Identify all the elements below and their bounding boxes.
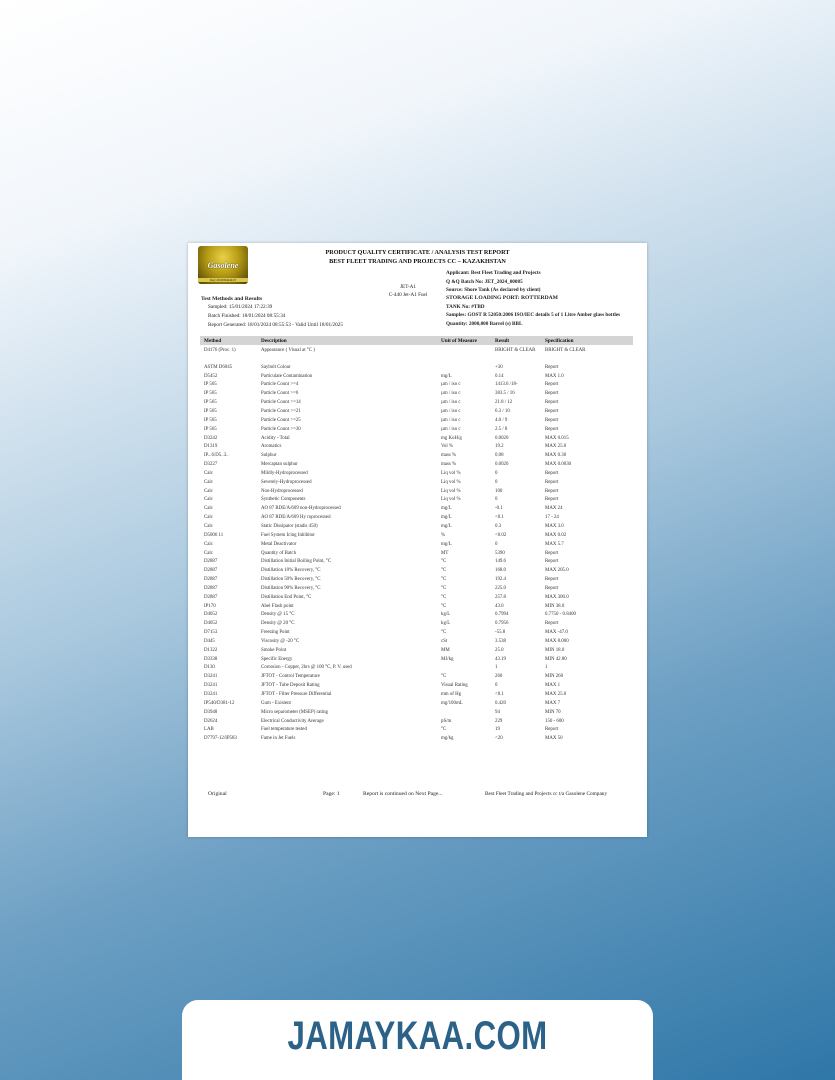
table-row [188, 682, 647, 691]
cell-result: 4.0 / 9 [495, 417, 508, 423]
cell-method: D2887 [204, 585, 218, 591]
cell-description: JFTOT - Tube Deposit Rating [261, 683, 320, 689]
table-row [188, 417, 647, 426]
product-name: C-440 Jet-A1 Fuel [388, 292, 428, 298]
cell-description: JFTOT - Filter Pressure Differential [261, 692, 332, 698]
cell-unit: pS/m [441, 718, 452, 724]
cell-description: Particle Count >=6 [261, 391, 299, 397]
cell-description: Corrosion - Copper, 2hrs @ 100 °C, P. V. used [261, 665, 352, 671]
cell-unit: mg/L [441, 506, 452, 512]
cell-unit: °C [441, 559, 447, 565]
table-row [188, 718, 647, 727]
cell-result: 0.3 [495, 523, 502, 529]
cell-unit: mg/L [441, 515, 452, 521]
cell-description: Appearance ( Visual at °C ) [261, 348, 315, 353]
cell-method: Calc [204, 541, 213, 547]
cell-method: IP170 [204, 603, 216, 609]
section-title: Test Methods and Results [201, 296, 263, 302]
cell-method: IP 565 [204, 400, 217, 406]
cell-unit: °C [441, 585, 447, 591]
cell-unit: µm / iso c [441, 382, 461, 388]
cell-method: D3948 [204, 709, 218, 715]
cell-unit: % [441, 532, 446, 538]
cell-method: Calc [204, 506, 213, 512]
cell-description: Distillation 50% Recovery, °C [261, 577, 321, 583]
cell-method: D3338 [204, 656, 218, 662]
cell-method: Calc [204, 488, 213, 494]
header-result: Result [495, 337, 510, 344]
batch-finished-date: Batch Finished: 18/01/2024 08:55:34 [208, 313, 286, 319]
cell-result: 25.0 [495, 647, 504, 653]
cell-result: 100 [495, 488, 503, 494]
cell-result: 225.0 [495, 585, 507, 591]
cell-result: 0 [495, 541, 498, 547]
table-header [200, 336, 633, 345]
cell-specification: MAX 0.0030 [545, 462, 572, 468]
results-table [188, 347, 647, 744]
banner-text: JAMAYKAA.COM [287, 1014, 548, 1058]
cell-method: IP 565 [204, 382, 217, 388]
cell-specification: Report [545, 497, 559, 503]
table-row [188, 461, 647, 470]
cell-result: 1413.6 /18- [495, 382, 518, 388]
cell-specification: Report [545, 391, 559, 397]
cell-method: IP...6/D5..3.. [204, 453, 229, 459]
certificate-title: PRODUCT QUALITY CERTIFICATE / ANALYSIS TEST REPORT [325, 249, 510, 256]
table-row [188, 558, 647, 567]
cell-result: -0.1 [495, 506, 503, 512]
watermark-banner [182, 1000, 653, 1080]
table-row [188, 514, 647, 523]
table-row [188, 647, 647, 656]
cell-method: D2887 [204, 568, 218, 574]
cell-specification: 150 - 600 [545, 718, 564, 724]
cell-specification: Report [545, 621, 559, 627]
cell-unit: °C [441, 577, 447, 583]
cell-specification: MIN 260 [545, 674, 564, 680]
cell-specification: BRIGHT & CLEAR [545, 348, 586, 353]
cell-specification: Report [545, 585, 559, 591]
cell-result: 0.0020 [495, 462, 509, 468]
table-row [188, 541, 647, 550]
cell-method: D2624 [204, 718, 218, 724]
cell-method: Calc [204, 523, 213, 529]
cell-unit: Vol % [441, 444, 454, 450]
cell-method: Calc [204, 497, 213, 503]
batch-number: Q &Q Batch No: JET_2024_00085 [446, 279, 523, 285]
cell-description: AO 87 RDE/A/609 non-Hydroprocessed [261, 506, 341, 512]
cell-description: Distillation 10% Recovery, °C [261, 568, 321, 574]
cell-result: 0.420 [495, 700, 507, 706]
cell-result: 0 [495, 497, 498, 503]
cell-specification: Report [545, 382, 559, 388]
cell-result: 0.08 [495, 453, 504, 459]
cell-method: D445 [204, 638, 215, 644]
cell-method: D5006 11 [204, 532, 224, 538]
cell-method: D7153 [204, 630, 218, 636]
cell-result: 0.0020 [495, 435, 509, 441]
cell-result: 0.7956 [495, 621, 509, 627]
table-row [188, 603, 647, 612]
certificate-document [188, 243, 647, 837]
certificate-subtitle: BEST FLEET TRADING AND PROJECTS CC – KAZAKHSTAN [329, 258, 506, 265]
table-row [188, 735, 647, 744]
table-row [188, 629, 647, 638]
cell-specification: Report [545, 577, 559, 583]
cell-method: IP 565 [204, 417, 217, 423]
cell-description: Metal Deactivator [261, 541, 297, 547]
cell-description: JFTOT - Control Temperature [261, 674, 320, 680]
cell-specification: MAX 8.000 [545, 638, 569, 644]
footer-continued: Report is continued on Next Page... [363, 791, 443, 797]
cell-result: 260 [495, 674, 503, 680]
cell-description: Smoke Point [261, 647, 287, 653]
table-row [188, 550, 647, 559]
cell-result: 43.19 [495, 656, 507, 662]
cell-description: Gum - Existent [261, 700, 291, 706]
cell-description: Fuel temperature tested [261, 727, 307, 733]
cell-unit: kg/L [441, 612, 451, 618]
cell-description: Particle Count >=21 [261, 409, 301, 415]
cell-description: Density @ 15 °C [261, 612, 295, 618]
cell-specification: MAX 24 [545, 506, 563, 512]
cell-unit: Visual Rating [441, 683, 468, 689]
cell-specification: MAX 50 [545, 736, 563, 742]
cell-specification: Report [545, 479, 559, 485]
cell-unit: Liq vol % [441, 470, 461, 476]
cell-description: Particle Count >=25 [261, 417, 301, 423]
cell-description: Fuel System Icing Inhibitor [261, 532, 315, 538]
cell-description: Particle Count >=30 [261, 426, 301, 432]
cell-result: 94 [495, 709, 500, 715]
cell-specification: MIN 38.0 [545, 603, 565, 609]
cell-method: IP 565 [204, 409, 217, 415]
table-row [188, 585, 647, 594]
cell-description: Acidity - Total [261, 435, 290, 441]
cell-result: +30 [495, 364, 503, 370]
table-row [188, 452, 647, 461]
cell-method: D1319 [204, 444, 218, 450]
cell-result: <0.02 [495, 532, 507, 538]
table-row [188, 488, 647, 497]
cell-unit: mass % [441, 453, 457, 459]
table-row [188, 408, 647, 417]
cell-method: D5452 [204, 373, 218, 379]
cell-result: 0 [495, 683, 498, 689]
cell-result: 1 [495, 665, 498, 671]
cell-specification: MAX 0.015 [545, 435, 569, 441]
table-row [188, 399, 647, 408]
cell-unit: mass % [441, 462, 457, 468]
cell-specification: 0.7750 - 0.8400 [545, 612, 576, 618]
cell-result: 19 [495, 727, 500, 733]
cell-result: 0 [495, 479, 498, 485]
cell-description: Distillation End Point, °C [261, 594, 312, 600]
cell-unit: µm / iso c [441, 426, 461, 432]
cell-method: IP540/D381-12 [204, 700, 235, 706]
tank-number: TANK No: #TBD [446, 304, 485, 310]
cell-specification: MIN 70 [545, 709, 561, 715]
cell-description: Abel Flash point [261, 603, 294, 609]
cell-specification: MAX 25.0 [545, 444, 567, 450]
cell-unit: Liq vol % [441, 497, 461, 503]
cell-unit: µm / iso c [441, 391, 461, 397]
cell-specification: Report [545, 470, 559, 476]
cell-specification: MAX 0.02 [545, 532, 567, 538]
cell-specification: Report [545, 550, 559, 556]
cell-unit: °C [441, 603, 447, 609]
cell-method: LAB [204, 727, 214, 733]
cell-description: Viscosity @ -20 °C [261, 638, 300, 644]
cell-specification: Report [545, 727, 559, 733]
logo-name: Gasolene [207, 261, 239, 270]
table-row [188, 435, 647, 444]
header-description: Description [261, 337, 287, 344]
cell-method: D2887 [204, 594, 218, 600]
logo-reg: Reg: 2010/004442/23 [198, 278, 248, 282]
cell-unit: cSt [441, 638, 448, 644]
cell-specification: MAX 7 [545, 700, 561, 706]
cell-description: Synthetic Components [261, 497, 306, 503]
table-row [188, 470, 647, 479]
table-row [188, 426, 647, 435]
table-row [188, 700, 647, 709]
cell-description: Static Dissipator (stadis 450) [261, 523, 318, 529]
cell-specification: 17 - 24 [545, 515, 559, 521]
table-row [188, 373, 647, 382]
cell-result: 229 [495, 718, 503, 724]
cell-method: D130 [204, 665, 215, 671]
cell-result: 0 [495, 470, 498, 476]
cell-unit: kg/L [441, 621, 451, 627]
cell-description: Micro separometer (MSEP) rating [261, 709, 328, 715]
cell-method: D3241 [204, 674, 218, 680]
table-row [188, 638, 647, 647]
cell-result: 383.5 / 16 [495, 391, 515, 397]
sampled-date: Sampled: 15/01/2024 17:22:39 [208, 304, 273, 310]
cell-result: <0.1 [495, 515, 504, 521]
table-row [188, 390, 647, 399]
product-code: JET-A1 [400, 284, 416, 290]
cell-result: 5390 [495, 550, 505, 556]
cell-method: D4052 [204, 621, 218, 627]
cell-specification: Report [545, 488, 559, 494]
cell-unit: Liq vol % [441, 488, 461, 494]
cell-result: <20 [495, 736, 503, 742]
cell-description: Distillation 90% Recovery, °C [261, 585, 321, 591]
table-row [188, 532, 647, 541]
cell-result: 3.538 [495, 638, 507, 644]
cell-description: Aromatics [261, 444, 282, 450]
cell-description: Quantity of Batch [261, 550, 297, 556]
table-row [188, 664, 647, 673]
cell-description: Mildly-Hydroprocessed [261, 470, 308, 476]
cell-result: 2.5 / 8 [495, 426, 508, 432]
cell-unit: °C [441, 630, 447, 636]
cell-result: 6.3 / 10 [495, 409, 510, 415]
footer-original: Original [208, 791, 227, 797]
report-generated-date: Report Generated: 18/01/2024 08:55:53 - Valid Until 18/01/2025 [208, 322, 343, 328]
samples-info: Samples: GOST R 52050:2006 ISO/IEC details 5 of 1 Litre Amber glass bottles [446, 312, 621, 318]
table-row [188, 381, 647, 390]
cell-specification: MAX -47.0 [545, 630, 568, 636]
cell-unit: µm / iso c [441, 417, 461, 423]
cell-specification: MAX 205.0 [545, 568, 569, 574]
cell-result: BRIGHT & CLEAR [495, 348, 536, 353]
source: Source: Shore Tank (As declared by client) [446, 287, 541, 293]
cell-unit: µm / iso c [441, 409, 461, 415]
table-row [188, 656, 647, 665]
cell-specification: MAX 5.7 [545, 541, 564, 547]
table-row [188, 709, 647, 718]
cell-method: D2887 [204, 577, 218, 583]
cell-method: D3227 [204, 462, 218, 468]
cell-method: ASTM D6045 [204, 364, 233, 370]
cell-unit: MT [441, 550, 449, 556]
table-row [188, 523, 647, 532]
cell-result: 43.0 [495, 603, 504, 609]
cell-method: Calc [204, 515, 213, 521]
header-method: Method [204, 337, 222, 344]
cell-specification: MAX 0.30 [545, 453, 567, 459]
cell-method: D3242 [204, 435, 218, 441]
cell-specification: MAX 300.0 [545, 594, 569, 600]
cell-result: 192.4 [495, 577, 507, 583]
cell-description: Particulate Contamination [261, 373, 313, 379]
cell-description: Density @ 20 °C [261, 621, 295, 627]
header-unit: Unit of Measure [441, 337, 477, 344]
table-row [188, 691, 647, 700]
cell-method: D4176 (Proc. 1) [204, 348, 236, 353]
table-row [188, 347, 647, 364]
cell-specification: MIN 18.0 [545, 647, 565, 653]
table-row [188, 673, 647, 682]
cell-method: IP 565 [204, 426, 217, 432]
cell-description: AO 87 RDE/A/609 Hy roprocessed [261, 515, 331, 521]
loading-port: STORAGE LOADING PORT: ROTTERDAM [446, 295, 558, 301]
table-row [188, 567, 647, 576]
cell-method: D3241 [204, 683, 218, 689]
cell-unit: °C [441, 674, 447, 680]
cell-description: Distillation Initial Boiling Point, °C [261, 559, 332, 565]
cell-unit: MM [441, 647, 450, 653]
footer-company: Best Fleet Trading and Projects cc t/a Gasolene Company [485, 791, 608, 797]
cell-unit: µm / iso c [441, 400, 461, 406]
cell-description: Electrical Conductivity Average [261, 718, 324, 724]
cell-result: 168.0 [495, 568, 507, 574]
cell-unit: mg KoH/g [441, 435, 462, 441]
cell-unit: mg/100mL [441, 700, 463, 706]
cell-result: 149.6 [495, 559, 507, 565]
cell-unit: MJ/kg [441, 656, 454, 662]
table-row [188, 726, 647, 735]
cell-unit: °C [441, 594, 447, 600]
cell-specification: Report [545, 409, 559, 415]
cell-description: Particle Count >=14 [261, 400, 301, 406]
cell-specification: MIN 42.80 [545, 656, 567, 662]
cell-description: Mercaptan sulphur [261, 462, 298, 468]
cell-unit: °C [441, 727, 447, 733]
cell-method: Calc [204, 470, 213, 476]
table-row [188, 620, 647, 629]
table-row [188, 594, 647, 603]
cell-specification: Report [545, 559, 559, 565]
cell-method: D7797-12/IP583 [204, 736, 237, 742]
cell-unit: Liq vol % [441, 479, 461, 485]
cell-unit: mg/kg [441, 736, 454, 742]
cell-specification: MAX 3.0 [545, 523, 564, 529]
cell-result: 0.7994 [495, 612, 509, 618]
cell-result: -55.8 [495, 630, 506, 636]
table-row [188, 611, 647, 620]
quantity: Quantity: 2000,000 Barrel (s) BBL [446, 321, 523, 327]
cell-specification: MAX 1.0 [545, 373, 564, 379]
cell-specification: Report [545, 417, 559, 423]
table-row [188, 505, 647, 514]
cell-description: Freezing Point [261, 630, 290, 636]
cell-unit: mm of Hg [441, 692, 462, 698]
cell-method: D1322 [204, 647, 218, 653]
cell-description: Fame in Jet Fuels [261, 736, 296, 742]
footer-page: Page: 1 [323, 791, 340, 797]
cell-result: 19.2 [495, 444, 504, 450]
table-row [188, 364, 647, 373]
cell-method: D4052 [204, 612, 218, 618]
cell-description: Particle Count >=4 [261, 382, 299, 388]
cell-result: 21.8 / 12 [495, 400, 513, 406]
cell-result: 0.14 [495, 373, 504, 379]
table-row [188, 443, 647, 452]
cell-unit: mg/L [441, 541, 452, 547]
cell-description: Sulphur [261, 453, 277, 459]
cell-result: 257.8 [495, 594, 507, 600]
cell-specification: Report [545, 400, 559, 406]
cell-unit: mg/L [441, 523, 452, 529]
cell-method: D2887 [204, 559, 218, 565]
cell-specification: MAX 25.0 [545, 692, 567, 698]
header-specification: Specification [545, 337, 574, 344]
cell-method: Calc [204, 550, 213, 556]
cell-description: Non-Hydroprocessed [261, 488, 303, 494]
cell-result: <0.1 [495, 692, 504, 698]
cell-specification: Report [545, 364, 559, 370]
cell-description: Severely-Hydroprocessed [261, 479, 312, 485]
cell-unit: °C [441, 568, 447, 574]
applicant: Applicant: Best Fleet Trading and Projects [446, 270, 541, 276]
cell-unit: mg/L [441, 373, 452, 379]
cell-method: D3241 [204, 692, 218, 698]
cell-specification: 1 [545, 665, 548, 671]
cell-description: Specific Energy [261, 656, 293, 662]
table-row [188, 496, 647, 505]
table-row [188, 576, 647, 585]
cell-description: Saybolt Colour [261, 364, 291, 370]
cell-method: Calc [204, 479, 213, 485]
cell-specification: Report [545, 426, 559, 432]
cell-specification: MAX 1 [545, 683, 561, 689]
table-row [188, 479, 647, 488]
cell-method: IP 565 [204, 391, 217, 397]
